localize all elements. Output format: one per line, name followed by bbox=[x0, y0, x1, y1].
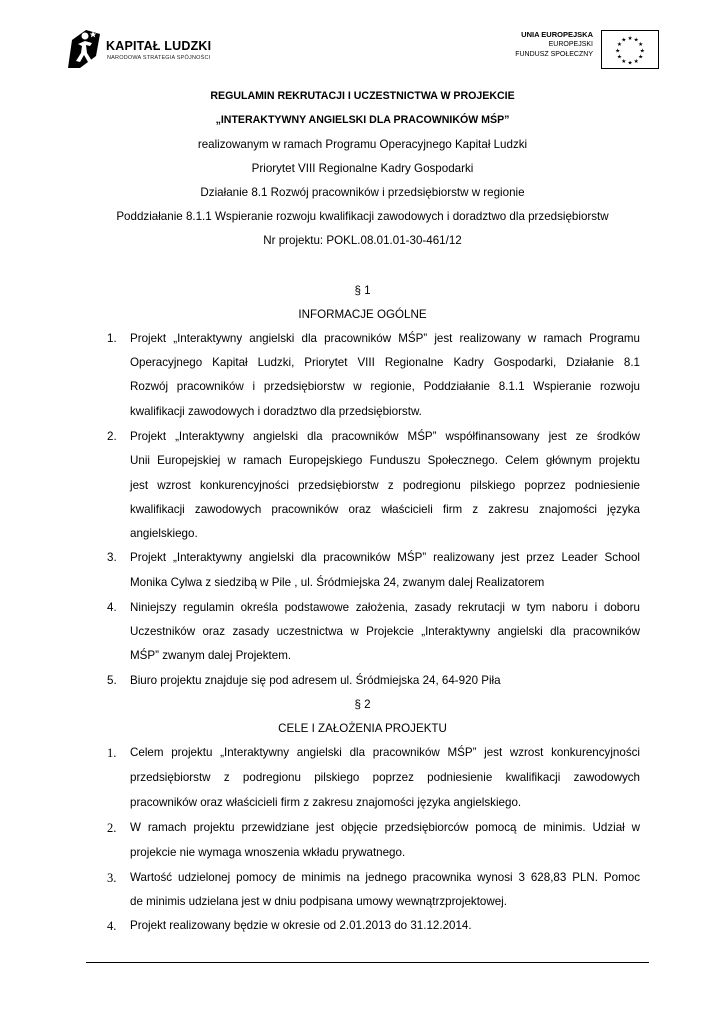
s1-item1-line4: kwalifikacji zawodowych i doradztwo dla przedsiębiorstw. bbox=[130, 405, 422, 418]
section2-heading: CELE I ZAŁOŻENIA PROJEKTU bbox=[278, 722, 447, 735]
s2-item3-line2: de minimis udzielana jest w dniu podpisana umowy wewnątrzprojektowej. bbox=[130, 895, 507, 908]
eu-logo-text bbox=[497, 30, 593, 60]
svg-text:★: ★ bbox=[633, 59, 639, 66]
footer-divider bbox=[86, 962, 649, 963]
svg-text:★: ★ bbox=[638, 42, 644, 49]
s1-item5-line1: Biuro projektu znajduje się pod adresem ul. Śródmiejska 24, 64-920 Piła bbox=[130, 674, 501, 687]
priority-line: Priorytet VIII Regionalne Kadry Gospodarki bbox=[251, 162, 474, 175]
s1-item2-line5: angielskiego. bbox=[130, 527, 198, 540]
svg-text:★: ★ bbox=[639, 48, 645, 55]
s1-item4-line3: MŚP” zwanym dalej Projektem. bbox=[130, 649, 292, 662]
section2-number: § 2 bbox=[354, 698, 371, 711]
s1-item2-line1: Projekt „Interaktywny angielski dla pracowników MŚP” współfinansowany jest ze środków bbox=[130, 430, 640, 443]
section1-number: § 1 bbox=[354, 284, 371, 297]
project-name: „INTERAKTYWNY ANGIELSKI DLA PRACOWNIKÓW MŚP” bbox=[215, 114, 510, 126]
kapital-ludzki-subtitle: NARODOWA STRATEGIA SPÓJNOŚCI bbox=[107, 55, 211, 61]
s2-item2-line2: projekcie nie wymaga wnoszenia wkładu prywatnego. bbox=[130, 846, 406, 859]
eu-logo-line2: EUROPEJSKI bbox=[548, 41, 593, 48]
s1-item5-number: 5. bbox=[107, 674, 117, 687]
svg-text:★: ★ bbox=[621, 59, 627, 66]
action-line: Działanie 8.1 Rozwój pracowników i przedsiębiorstw w regionie bbox=[200, 186, 525, 199]
svg-text:★: ★ bbox=[616, 54, 622, 61]
eu-logo-line3: FUNDUSZ SPOŁECZNY bbox=[515, 51, 593, 58]
s1-item3-line2: Monika Cylwa z siedzibą w Pile , ul. Śródmiejska 24, zwanym dalej Realizatorem bbox=[130, 576, 545, 589]
s1-item1-number: 1. bbox=[107, 332, 117, 345]
s2-item3-number: 3. bbox=[107, 871, 117, 885]
kapital-ludzki-figure-icon bbox=[66, 26, 104, 70]
s2-item1-line1: Celem projektu „Interaktywny angielski dla pracowników MŚP” jest wzrost konkurencyjności bbox=[130, 746, 640, 759]
s1-item2-number: 2. bbox=[107, 430, 117, 443]
s1-item1-line1: Projekt „Interaktywny angielski dla pracowników MŚP” jest realizowany w ramach Programu bbox=[130, 332, 640, 345]
s2-item4-line1: Projekt realizowany będzie w okresie od 2.01.2013 do 31.12.2014. bbox=[130, 919, 472, 932]
s2-item4-number: 4. bbox=[107, 919, 117, 933]
svg-text:★: ★ bbox=[627, 36, 633, 43]
svg-text:★: ★ bbox=[638, 54, 644, 61]
s1-item3-line1: Projekt „Interaktywny angielski dla pracowników MŚP” realizowany jest przez Leader School bbox=[130, 551, 640, 564]
svg-text:★: ★ bbox=[627, 60, 633, 67]
s2-item1-line2: przedsiębiorstw z podregionu pilskiego poprzez podniesienie kwalifikacji zawodowych bbox=[130, 771, 640, 784]
svg-text:★: ★ bbox=[615, 48, 621, 55]
project-number: Nr projektu: POKL.08.01.01-30-461/12 bbox=[263, 234, 462, 247]
s1-item4-line1: Niniejszy regulamin określa podstawowe założenia, zasady rekrutacji w tym naboru i doboru bbox=[130, 601, 640, 614]
s1-item2-line4: kwalifikacji zawodowych pracowników oraz właścicieli firm z zakresu znajomości języka bbox=[130, 503, 640, 516]
kapital-ludzki-name: KAPITAŁ LUDZKI bbox=[106, 39, 212, 53]
s1-item1-line3: Rozwój pracowników i przedsiębiorstw w regionie, Poddziałanie 8.1.1 Wspieranie rozwoju bbox=[130, 380, 640, 393]
eu-logo-line1: UNIA EUROPEJSKA bbox=[521, 30, 593, 39]
s1-item1-line2: Operacyjnego Kapitał Ludzki, Priorytet VIII Regionalne Kadry Gospodarki, Działanie 8.1 bbox=[130, 356, 640, 369]
s2-item1-line3: pracowników oraz właścicieli firm z zakresu znajomości języka angielskiego. bbox=[130, 796, 522, 809]
program-line: realizowanym w ramach Programu Operacyjnego Kapitał Ludzki bbox=[197, 138, 528, 151]
s2-item2-line1: W ramach projektu przewidziane jest objęcie przedsiębiorców pomocą de minimis. Udział w bbox=[130, 821, 640, 834]
s2-item1-number: 1. bbox=[107, 746, 117, 760]
eu-logo bbox=[497, 30, 663, 70]
svg-text:★: ★ bbox=[621, 37, 627, 44]
s1-item4-line2: Uczestników oraz zasady uczestnictwa w Projekcie „Interaktywny angielski dla pracowników bbox=[130, 625, 640, 638]
svg-text:★: ★ bbox=[633, 37, 639, 44]
subaction-line: Poddziałanie 8.1.1 Wspieranie rozwoju kwalifikacji zawodowych i doradztwo dla przedsiębiorstw bbox=[116, 210, 609, 223]
s1-item2-line3: jest wzrost konkurencyjności przedsiębiorstw z podregionu pilskiego poprzez podniesienie bbox=[130, 479, 640, 492]
s1-item3-number: 3. bbox=[107, 551, 117, 564]
s1-item4-number: 4. bbox=[107, 601, 117, 614]
section1-heading: INFORMACJE OGÓLNE bbox=[298, 308, 427, 321]
eu-flag-icon bbox=[601, 30, 659, 69]
svg-text:★: ★ bbox=[616, 42, 622, 49]
s2-item2-number: 2. bbox=[107, 821, 117, 835]
kapital-ludzki-logo bbox=[66, 26, 236, 70]
document-title: REGULAMIN REKRUTACJI I UCZESTNICTWA W PROJEKCIE bbox=[210, 90, 515, 102]
s2-item3-line1: Wartość udzielonej pomocy de minimis na jednego pracownika wynosi 3 628,83 PLN. Pomoc bbox=[130, 871, 640, 884]
s1-item2-line2: Unii Europejskiej w ramach Europejskiego Funduszu Społecznego. Celem głównym projektu bbox=[130, 454, 640, 467]
